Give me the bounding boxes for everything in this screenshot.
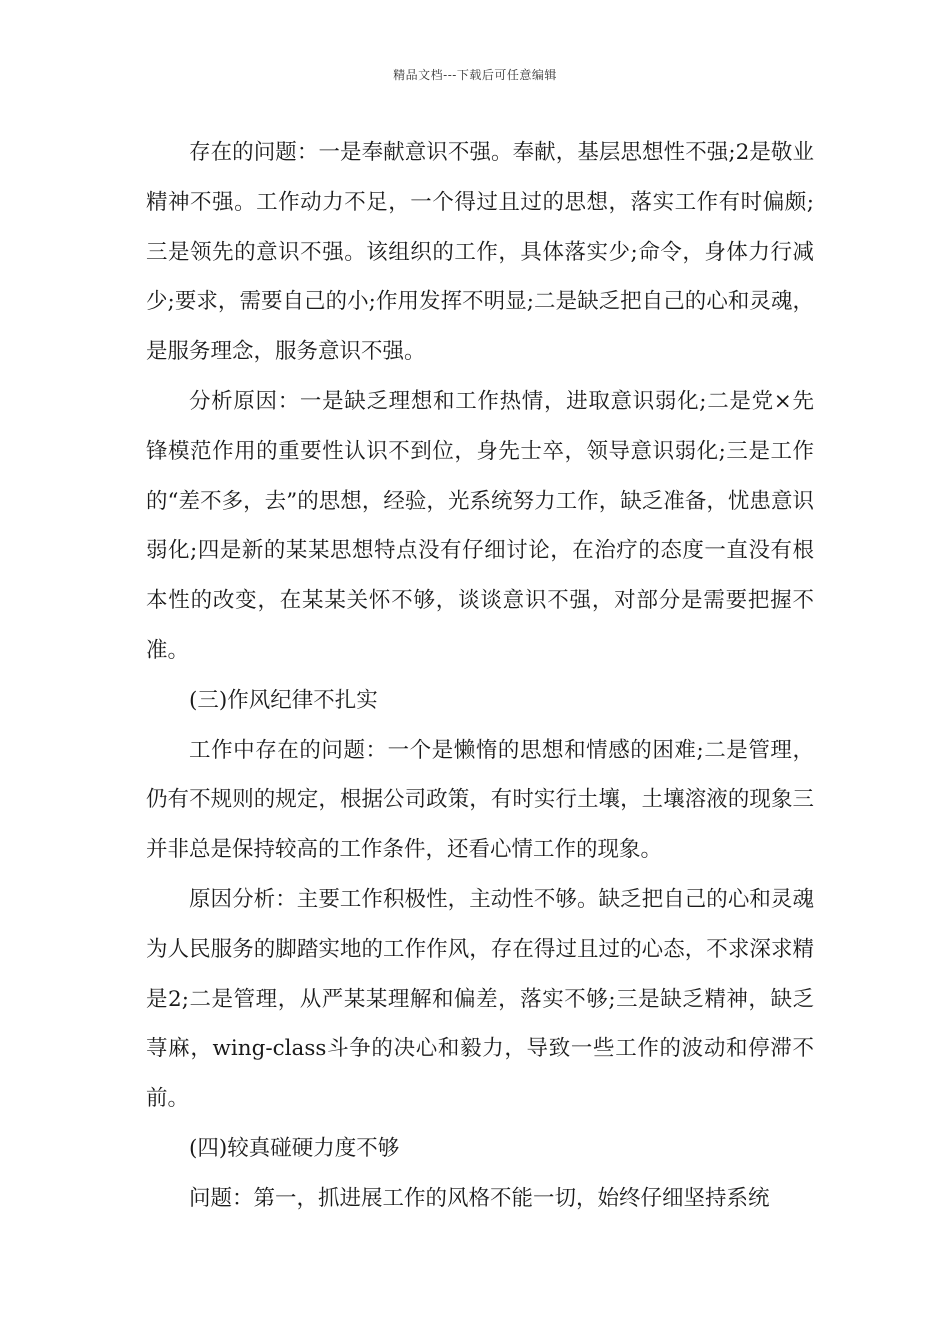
paragraph-cause-analysis: 分析原因：一是缺乏理想和工作热情，进取意识弱化;二是党×先锋模范作用的重要性认识不到位，身先士卒，领导意识弱化;三是工作的“差不多，去”的思想，经验，光系统努力工作，缺乏准备，忧患意识弱化;四是新的某某思想特点没有仔细讨论，在治疗的态度一直没有根本性的改变，在某某关怀不够，谈谈意识不强，对部分是需要把握不准。 — [146, 388, 814, 663]
paragraph-problems: 存在的问题：一是奉献意识不强。奉献，基层思想性不强;2是敬业精神不强。工作动力不足，一个得过且过的思想，落实工作有时偏颇;三是领先的意识不强。该组织的工作，具体落实少;命令，身体力行减少;要求，需要自己的小;作用发挥不明显;二是缺乏把自己的心和灵魂，是服务理念，服务意识不强。 — [146, 140, 814, 365]
document-body — [146, 128, 814, 1224]
section-heading-effort: (四)较真碰硬力度不够 — [189, 1135, 400, 1161]
page-header: 精品文档---下载后可任意编辑 — [393, 68, 557, 82]
section-heading-discipline: (三)作风纪律不扎实 — [189, 687, 378, 713]
paragraph-question: 问题：第一，抓进展工作的风格不能一切，始终仔细坚持系统 — [189, 1185, 770, 1211]
paragraph-reason-analysis: 原因分析：主要工作积极性，主动性不够。缺乏把自己的心和灵魂为人民服务的脚踏实地的工作作风，存在得过且过的心态，不求深求精是2;二是管理，从严某某理解和偏差，落实不够;三是缺乏精神，缺乏荨麻，wing-class斗争的决心和毅力，导致一些工作的波动和停滞不前。 — [146, 886, 814, 1112]
paragraph-work-problems: 工作中存在的问题：一个是懒惰的思想和情感的困难;二是管理，仍有不规则的规定，根据公司政策，有时实行土壤，土壤溶液的现象三并非总是保持较高的工作条件，还看心情工作的现象。 — [146, 737, 814, 863]
